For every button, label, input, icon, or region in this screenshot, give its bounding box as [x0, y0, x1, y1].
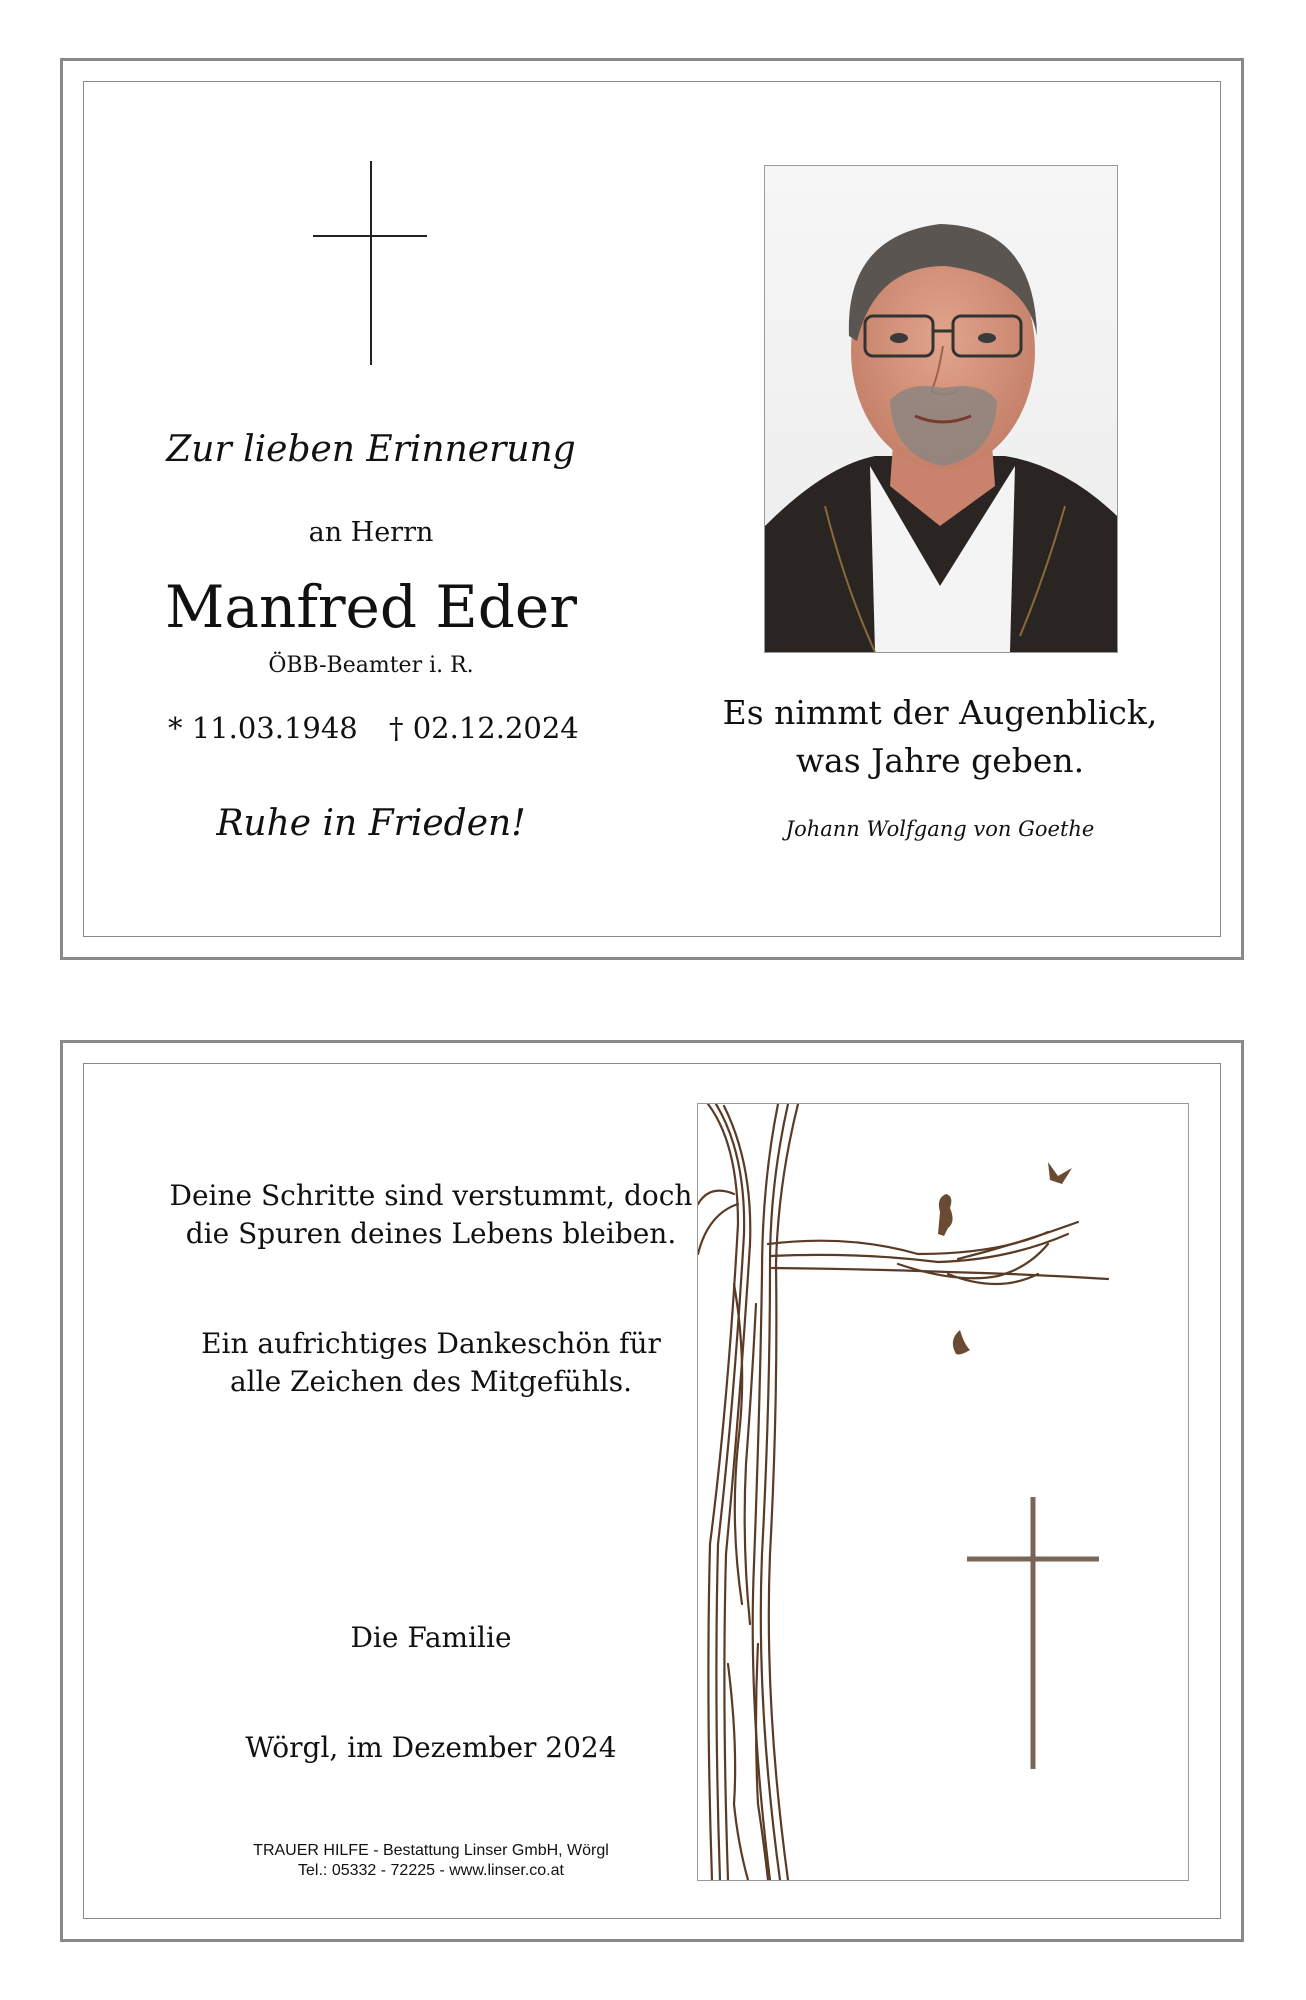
occupation: ÖBB-Beamter i. R.	[268, 653, 474, 678]
back-card	[60, 1040, 1244, 1942]
funeral-home-contact: Tel.: 05332 - 72225 - www.linser.co.at	[298, 1862, 564, 1879]
place-and-date: Wörgl, im Dezember 2024	[245, 1731, 617, 1764]
tribute-text-1	[123, 1177, 739, 1253]
tribute-text-1-line-2: die Spuren deines Lebens bleiben.	[185, 1217, 677, 1250]
closing-words: Ruhe in Frieden!	[216, 803, 526, 844]
deceased-name: Manfred Eder	[165, 573, 577, 641]
quote-line-1: Es nimmt der Augenblick,	[722, 693, 1158, 732]
thanks-text-line-1: Ein aufrichtiges Dankeschön für	[201, 1327, 661, 1360]
tribute-text-1-line-1: Deine Schritte sind verstummt, doch	[169, 1179, 693, 1212]
family-signature: Die Familie	[350, 1621, 512, 1654]
front-card	[60, 58, 1244, 960]
portrait-photo	[764, 165, 1118, 653]
funeral-home-info	[123, 1841, 739, 1881]
death-date: † 02.12.2024	[389, 711, 579, 745]
quote-author: Johann Wolfgang von Goethe	[785, 817, 1095, 841]
tree-illustration	[697, 1103, 1189, 1881]
quote-line-2: was Jahre geben.	[795, 741, 1085, 780]
thanks-text-line-2: alle Zeichen des Mitgefühls.	[229, 1365, 633, 1398]
funeral-home-name: TRAUER HILFE - Bestattung Linser GmbH, Wörgl	[253, 1842, 609, 1859]
thanks-text	[123, 1325, 739, 1401]
salutation: an Herrn	[308, 517, 434, 548]
cross-icon	[311, 161, 431, 367]
cross-icon-back	[963, 1493, 1103, 1773]
memorial-heading: Zur lieben Erinnerung	[166, 429, 576, 470]
birth-date: * 11.03.1948	[168, 711, 358, 745]
